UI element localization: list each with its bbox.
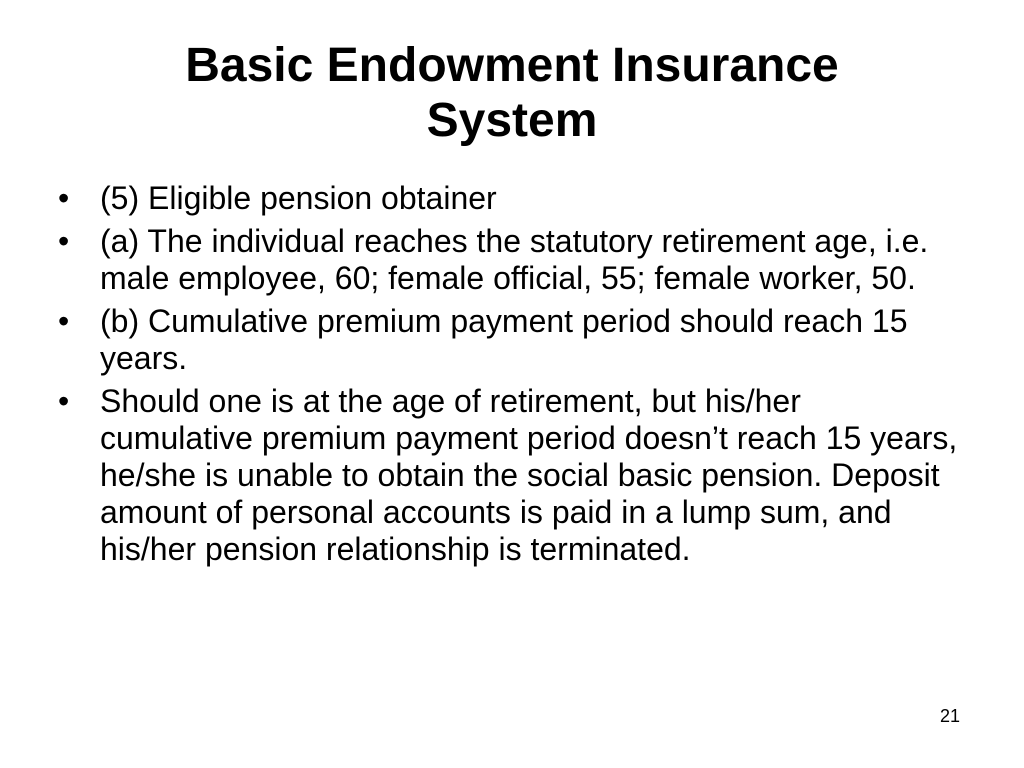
bullet-item-payment-period	[58, 303, 958, 377]
bullet-item-lump-sum	[58, 383, 958, 568]
slide-title-line-1: Basic Endowment Insurance	[185, 39, 839, 92]
bullet-item-retirement-age	[58, 223, 958, 297]
bullet-item-eligible-obtainer	[58, 180, 958, 217]
bullet-icon: •	[58, 223, 70, 259]
bullet-icon: •	[58, 180, 70, 216]
bullet-text: (a) The individual reaches the statutory retirement age, i.e. male employee, 60; female official, 55; female worker, 50.	[100, 223, 929, 296]
bullet-list	[58, 180, 958, 574]
bullet-text: (5) Eligible pension obtainer	[100, 180, 497, 216]
bullet-text: (b) Cumulative premium payment period should reach 15 years.	[100, 303, 908, 376]
bullet-text: Should one is at the age of retirement, but his/her cumulative premium payment period doesn’t reach 15 years, he/she is unable to obtain the social basic pension. Deposit amount of personal accounts is paid in a lump sum, and his/her pension relationship is terminated.	[100, 383, 958, 567]
slide-title-line-2: System	[426, 94, 598, 147]
slide-title	[0, 38, 1024, 148]
slide-number: 21	[939, 706, 960, 726]
bullet-icon: •	[58, 303, 70, 339]
bullet-icon: •	[58, 383, 70, 419]
